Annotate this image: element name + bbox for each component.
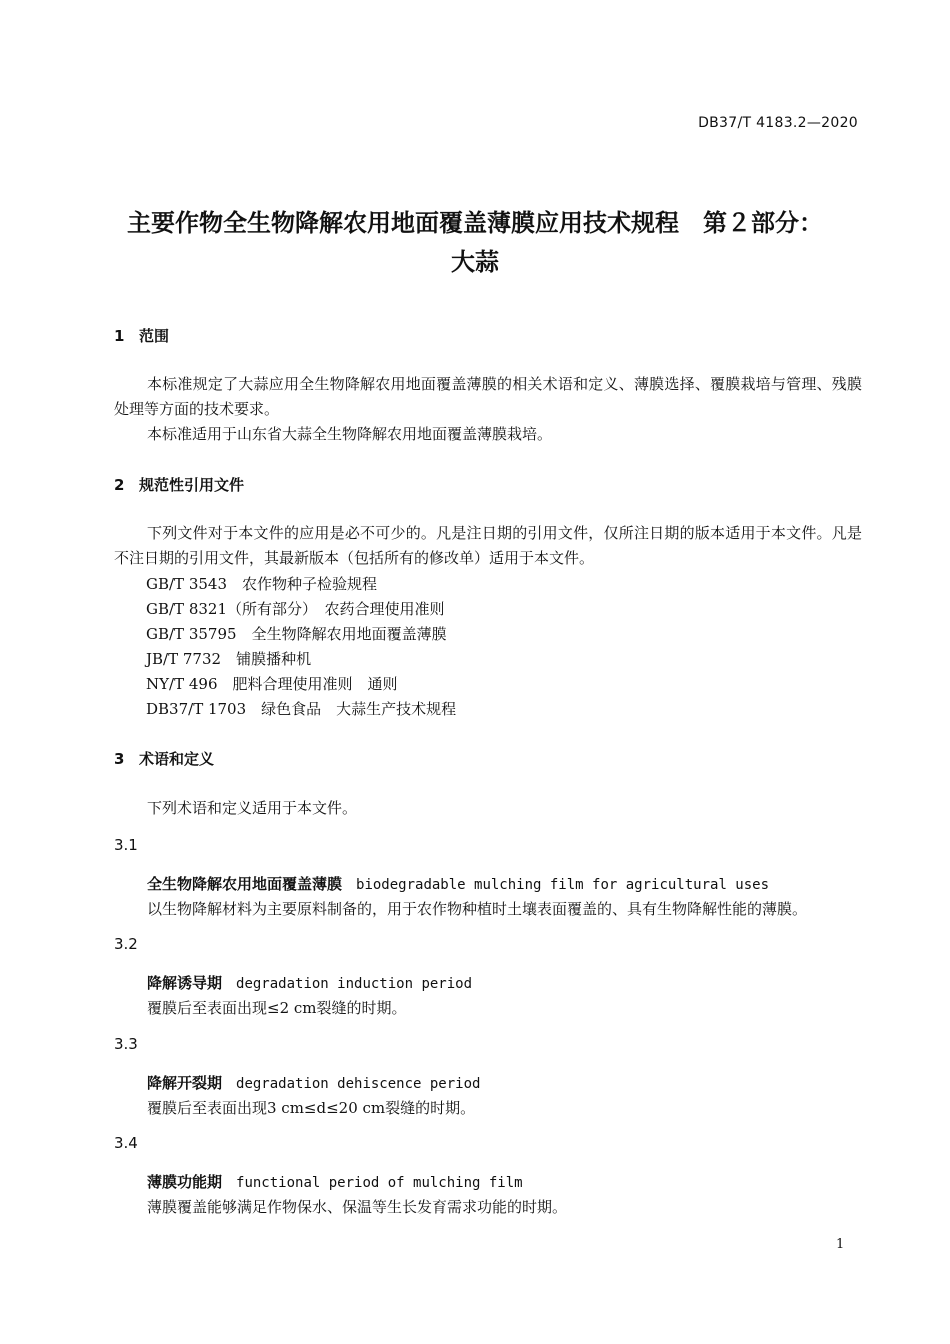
scope-paragraph-2: 本标准适用于山东省大蒜全生物降解农用地面覆盖薄膜栽培。 <box>147 425 553 443</box>
term-english: degradation dehiscence period <box>236 1076 481 1092</box>
term-definition: 覆膜后至表面出现≤2 cm裂缝的时期。 <box>147 999 407 1017</box>
reference-title: 肥料合理使用准则 通则 <box>232 675 398 693</box>
section-heading-terms <box>114 748 214 769</box>
reference-title: 绿色食品 大蒜生产技术规程 <box>261 700 457 718</box>
reference-code: GB/T 35795 <box>146 625 237 643</box>
term-chinese: 薄膜功能期 <box>147 1173 223 1191</box>
standard-number: DB37/T 4183.2—2020 <box>698 115 858 131</box>
term-english: biodegradable mulching film for agricultural uses <box>356 877 770 893</box>
term-chinese: 全生物降解农用地面覆盖薄膜 <box>147 875 343 893</box>
reference-item <box>146 673 398 694</box>
term-english: degradation induction period <box>236 976 473 992</box>
reference-title: 铺膜播种机 <box>236 650 312 668</box>
page-number: 1 <box>836 1237 845 1252</box>
section-title: 规范性引用文件 <box>139 476 245 494</box>
reference-title: 农药合理使用准则 <box>324 600 445 618</box>
term-definition: 覆膜后至表面出现3 cm≤d≤20 cm裂缝的时期。 <box>147 1099 476 1117</box>
reference-code: GB/T 8321（所有部分） <box>146 600 310 618</box>
reference-item <box>146 573 377 594</box>
reference-code: NY/T 496 <box>146 675 218 693</box>
document-title-line2: 大蒜 <box>451 248 499 276</box>
reference-item <box>146 698 456 719</box>
normative-intro: 下列文件对于本文件的应用是必不可少的。凡是注日期的引用文件，仅所注日期的版本适用于本文件。凡是不注日期的引用文件，其最新版本（包括所有的修改单）适用于本文件。 <box>114 524 862 567</box>
document-title-line1: 主要作物全生物降解农用地面覆盖薄膜应用技术规程 第２部分： <box>127 209 823 237</box>
section-title: 术语和定义 <box>139 750 215 768</box>
reference-code: JB/T 7732 <box>146 650 222 668</box>
section-number: 3 <box>114 750 125 768</box>
term-heading <box>147 873 769 894</box>
term-english: functional period of mulching film <box>236 1175 523 1191</box>
clause-number: 3.4 <box>114 1134 138 1152</box>
reference-item <box>146 623 447 644</box>
section-number: 2 <box>114 476 125 494</box>
section-heading-normative <box>114 474 244 495</box>
term-definition: 薄膜覆盖能够满足作物保水、保温等生长发育需求功能的时期。 <box>147 1198 568 1216</box>
reference-code: GB/T 3543 <box>146 575 228 593</box>
terms-intro: 下列术语和定义适用于本文件。 <box>147 799 358 817</box>
term-heading <box>147 972 472 993</box>
reference-code: DB37/T 1703 <box>146 700 247 718</box>
term-definition: 以生物降解材料为主要原料制备的，用于农作物种植时土壤表面覆盖的、具有生物降解性能的薄膜。 <box>147 900 808 918</box>
scope-paragraph-1: 本标准规定了大蒜应用全生物降解农用地面覆盖薄膜的相关术语和定义、薄膜选择、覆膜栽培与管理、残膜处理等方面的技术要求。 <box>114 375 862 418</box>
reference-title: 全生物降解农用地面覆盖薄膜 <box>251 625 447 643</box>
section-heading-scope <box>114 325 169 346</box>
term-heading <box>147 1171 523 1192</box>
clause-number: 3.2 <box>114 935 138 953</box>
reference-item <box>146 598 445 619</box>
term-chinese: 降解诱导期 <box>147 974 223 992</box>
clause-number: 3.3 <box>114 1035 138 1053</box>
clause-number: 3.1 <box>114 836 138 854</box>
reference-item <box>146 648 311 669</box>
section-number: 1 <box>114 327 125 345</box>
reference-title: 农作物种子检验规程 <box>242 575 378 593</box>
term-heading <box>147 1072 480 1093</box>
term-chinese: 降解开裂期 <box>147 1074 223 1092</box>
section-title: 范围 <box>139 327 170 345</box>
